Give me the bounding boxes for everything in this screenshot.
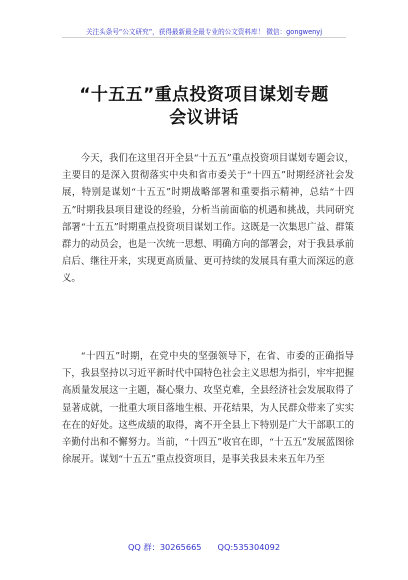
footer-qq-group: QQ 群：30265665 [127,542,202,552]
document-title-line-1: “十五五”重点投资项目谋划专题 [79,85,329,105]
header-banner: 关注头条号“公文研究”，获得最新最全最专业的公文资料库！ 微信：gongwenyj [85,28,323,36]
body-paragraph-2: “十四五”时期，在党中央的坚强领导下，在省、市委的正确指导下，我县坚持以习近平新时代中国特色社会主义思想为指引，牢牢把握高质量发展这一主题，凝心聚力、攻坚克难，全县经济社会发展取得了显著成就，一批重大项目落地生根、开花结果，为人民群众带来了实实在在的好处。这些成绩的取得，离不开全县上下特别是广大干部职工的辛勤付出和不懈努力。当前，“十四五”收官在即，“十五五”发展蓝图徐徐展开。谋划“十五五”重点投资项目，是事关我县未来五年乃至 [62,351,354,466]
footer-contact [0,542,408,553]
body-paragraph-1: 今天，我们在这里召开全县“十五五”重点投资项目谋划专题会议，主要目的是深入贯彻落实中央和省市委关于“十四五”时期经济社会发展，特别是谋划“十五五”时期战略部署和重要指示精神，总结“十四五”时期我县项目建设的经验，分析当前面临的机遇和挑战，共同研究部署“十五五”时期重点投资项目谋划工作。这既是一次集思广益、群策群力的动员会，也是一次统一思想、明确方向的部署会，对于我县承前启后、继往开来，实现更高质量、更可持续的发展具有重大而深远的意义。 [62,153,354,285]
footer-qq-number: QQ:535304092 [217,542,281,552]
document-title-line-2: 会议讲话 [169,108,239,128]
header-divider [62,37,346,38]
